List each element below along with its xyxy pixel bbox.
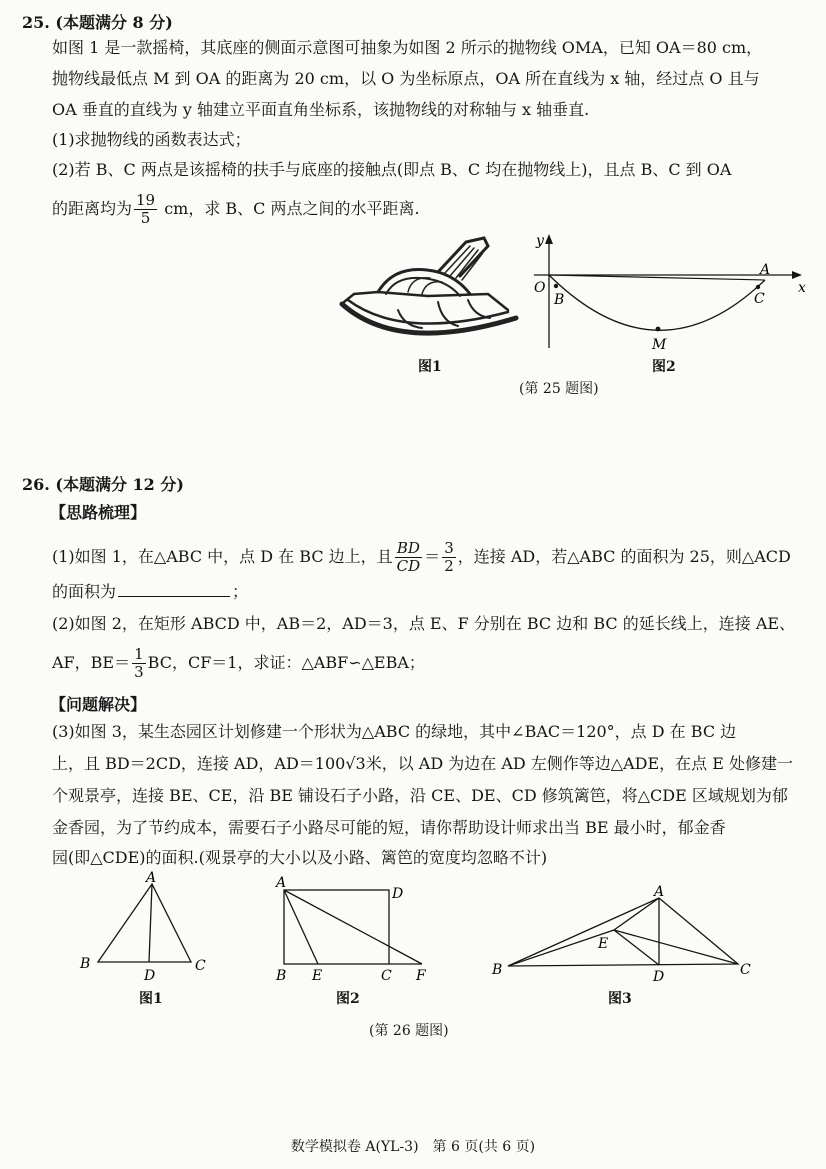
q25-part1: (1)求抛物线的函数表达式； — [52, 130, 251, 149]
q26-fig1-triangle — [78, 870, 218, 986]
label-d: D — [653, 969, 665, 985]
label-m: M — [652, 337, 667, 352]
q25-fig2-caption: 图2 — [652, 359, 676, 375]
q26-group-caption: (第 26 题图) — [369, 1023, 449, 1039]
label-x: x — [798, 280, 806, 296]
y-axis-arrow — [545, 234, 553, 244]
q25-text-line2: 抛物线最低点 M 到 OA 的距离为 20 cm，以 O 为坐标原点，OA 所在直线为 x 轴，经过点 O 且与 — [52, 69, 760, 88]
segment-ce — [614, 930, 738, 964]
q26-fig3-caption: 图3 — [608, 991, 632, 1007]
point-b — [554, 284, 558, 288]
label-b: B — [276, 968, 287, 984]
q26-part2-line2 — [52, 646, 425, 681]
q26-part1-den2: 2 — [444, 557, 454, 575]
label-d: D — [144, 968, 156, 984]
q26-part1-den: CD — [396, 557, 421, 575]
label-o: O — [534, 280, 546, 296]
label-f: F — [416, 968, 426, 984]
label-b: B — [554, 292, 565, 308]
label-b: B — [80, 956, 91, 972]
q26-fig1-caption: 图1 — [139, 991, 163, 1007]
segment-ae — [284, 890, 318, 964]
label-c: C — [740, 962, 751, 978]
label-d: D — [392, 886, 404, 902]
q26-part3-line5: 园(即△CDE)的面积.(观景亭的大小以及小路、篱笆的宽度均忽略不计) — [52, 848, 548, 867]
q26-fig3-triangle — [488, 884, 764, 986]
label-a: A — [276, 875, 287, 891]
q25-fraction-num: 19 — [136, 191, 156, 209]
q26-fig2-caption: 图2 — [336, 991, 360, 1007]
q26-answer-blank[interactable] — [118, 582, 230, 597]
q26-part1-post: ，连接 AD，若△ABC 的面积为 25，则△ACD — [457, 547, 791, 566]
q25-text-line1: 如图 1 是一款摇椅，其底座的侧面示意图可抽象为如图 2 所示的抛物线 OMA，已知 OA＝80 cm， — [52, 38, 763, 57]
q25-text-line3: OA 垂直的直线为 y 轴建立平面直角坐标系，该抛物线的对称轴与 x 轴垂直. — [52, 100, 590, 119]
q26-part1-eq: ＝ — [424, 547, 441, 566]
q25-fraction-den: 5 — [140, 209, 151, 227]
segment-ad — [149, 884, 152, 962]
q26-part3-line2: 上，且 BD＝2CD，连接 AD，AD＝100√3米，以 AD 为边在 AD 左侧作等边△ADE，在点 E 处修建一 — [52, 754, 794, 773]
label-e: E — [598, 936, 609, 952]
q26-section-solve: 【问题解决】 — [50, 695, 147, 714]
label-e: E — [312, 968, 323, 984]
q26-part1-pre: (1)如图 1，在△ABC 中，点 D 在 BC 边上，且 — [52, 547, 393, 566]
q26-fig2-rectangle — [270, 870, 440, 986]
q25-part2-post: cm，求 B、C 两点之间的水平距离. — [159, 199, 420, 218]
label-c: C — [381, 968, 392, 984]
label-a: A — [146, 870, 157, 886]
q26-part2-den: 3 — [134, 663, 144, 681]
q26-part1-line1 — [52, 540, 791, 575]
q26-header: 26. (本题满分 12 分) — [22, 475, 184, 494]
q26-part1-num2: 3 — [444, 539, 454, 557]
x-axis-arrow — [792, 271, 802, 279]
q26-part1-line2 — [52, 582, 248, 602]
q25-part2-pre: 的距离均为 — [52, 199, 133, 218]
q25-part2-cont — [52, 192, 420, 227]
q26-part2-num: 1 — [134, 645, 144, 663]
triangle-abc — [98, 884, 191, 962]
q26-part1-line2-pre: 的面积为 — [52, 582, 117, 601]
q25-header: 25. (本题满分 8 分) — [22, 13, 173, 32]
q25-group-caption: (第 25 题图) — [519, 381, 599, 397]
q25-fig1-rocking-chair — [338, 232, 520, 350]
label-c: C — [754, 291, 765, 307]
q25-fig2-parabola — [520, 228, 810, 352]
q26-part3-line3: 个观景亭，连接 BE、CE，沿 BE 铺设石子小路，沿 CE、DE、CD 修筑篱笆，将△CDE 区域规划为郁 — [52, 786, 788, 805]
q25-fig1-caption: 图1 — [418, 359, 442, 375]
q25-part2: (2)若 B、C 两点是该摇椅的扶手与底座的接触点(即点 B、C 均在抛物线上)，且点 B、C 到 OA — [52, 160, 732, 179]
q26-part2-fraction — [132, 646, 146, 681]
q26-part1-fraction-bd-cd — [395, 540, 423, 575]
label-a: A — [654, 884, 665, 900]
q26-part1-line2-post: ； — [232, 582, 249, 601]
label-a: A — [760, 262, 771, 278]
q26-part2-line1: (2)如图 2，在矩形 ABCD 中，AB＝2，AD＝3，点 E、F 分别在 BC 边和 BC 的延长线上，连接 AE、 — [52, 614, 796, 633]
q26-section-thinking: 【思路梳理】 — [50, 503, 147, 522]
point-c — [756, 285, 760, 289]
q26-part1-num: BD — [395, 540, 423, 558]
label-y: y — [536, 233, 544, 249]
point-m — [656, 327, 661, 332]
label-b: B — [492, 962, 503, 978]
q26-part2-pre: AF，BE＝ — [52, 653, 131, 672]
q26-part2-post: BC，CF＝1，求证：△ABF∽△EBA； — [147, 653, 425, 672]
segment-oa — [549, 275, 765, 280]
label-c: C — [195, 958, 206, 974]
q26-part1-fraction-ratio — [442, 540, 456, 575]
q26-part3-line1: (3)如图 3，某生态园区计划修建一个形状为△ABC 的绿地，其中∠BAC＝120°，点 D 在 BC 边 — [52, 722, 737, 741]
q25-fraction — [134, 192, 157, 227]
page-footer: 数学模拟卷 A(YL-3) 第 6 页(共 6 页) — [290, 1139, 536, 1155]
q26-part3-line4: 金香园，为了节约成本，需要石子小路尽可能的短，请你帮助设计师求出当 BE 最小时，郁金香 — [52, 818, 726, 837]
parabola-oma — [549, 275, 765, 330]
rectangle-abcd — [284, 890, 389, 964]
